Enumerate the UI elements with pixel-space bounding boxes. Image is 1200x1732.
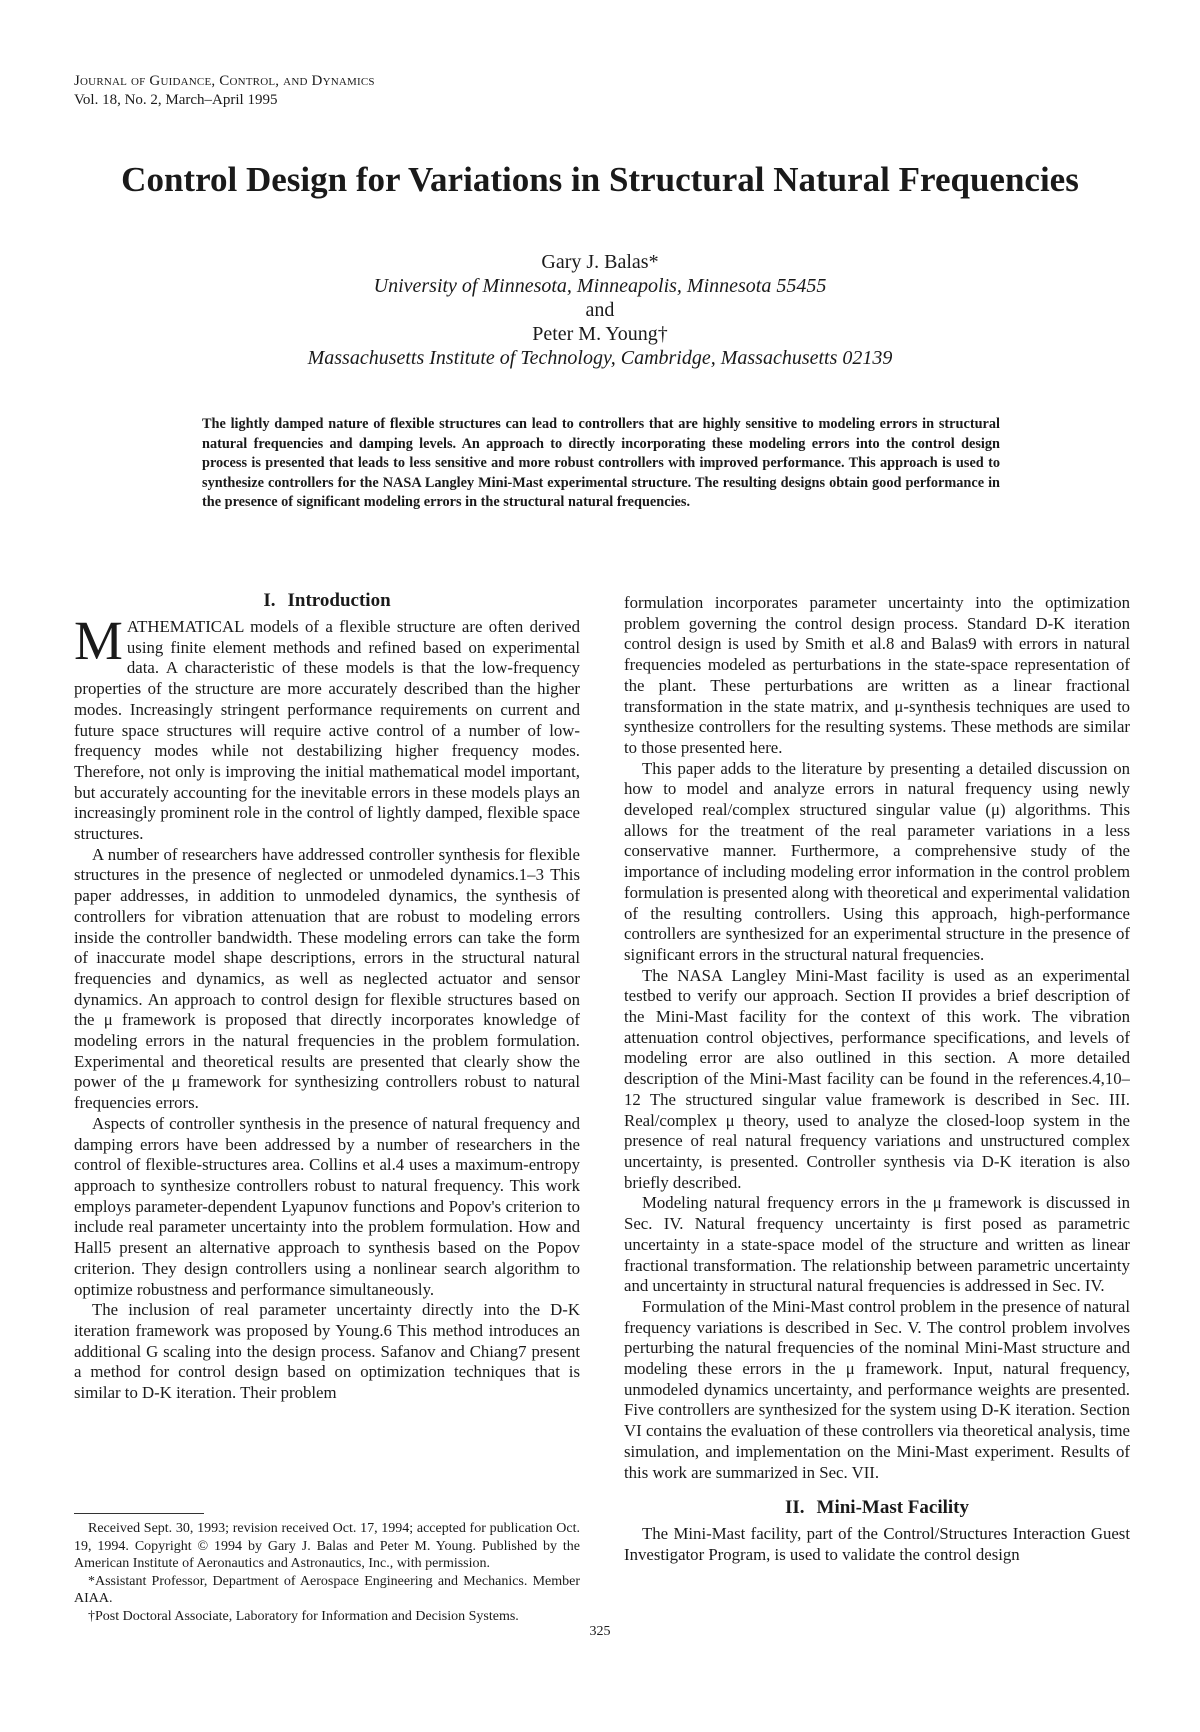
author-name-1: Gary J. Balas* — [541, 251, 659, 273]
journal-issue: Vol. 18, No. 2, March–April 1995 — [74, 92, 278, 108]
left-column-body — [74, 617, 580, 1452]
footnotes — [74, 1520, 580, 1625]
paragraph: Formulation of the Mini-Mast control problem in the presence of natural frequency variations is described in Sec. V. The control problem involves perturbing the natural frequencies of the nominal Mini-Mast structure and modeling these errors in the μ framework. Input, natural frequency, unmodeled dynamics uncertainty, and performance weights are presented. Five controllers are synthesized for the system using D-K iteration. Section VI contains the evaluation of these controllers via theoretical analysis, time simulation, and implementation on the Mini-Mast experiment. Results of this work are summarized in Sec. VII. — [624, 1296, 1130, 1482]
section-title: Introduction — [287, 590, 391, 611]
section-heading-introduction — [74, 590, 580, 612]
section-number: I. — [263, 590, 276, 611]
section-heading-mini-mast — [624, 1497, 1130, 1519]
paragraph: This paper adds to the literature by presenting a detailed discussion on how to model and analyze errors in natural frequency using newly developed real/complex structured singular value (μ) algorithms. This allows for the treatment of the real parameter variations in a less conservative manner. Furthermore, a comprehensive study of the importance of including modeling error information in the control problem formulation is presented along with theoretical and experimental validation of the resulting controllers. Using this approach, high-performance controllers are synthesized for an experimental structure in the presence of significant errors in the structural natural frequencies. — [624, 758, 1130, 964]
abstract: The lightly damped nature of flexible structures can lead to controllers that are highly sensitive to modeling errors in structural natural frequencies and damping levels. An approach to directly incorporating these modeling errors into the control design process is presented that leads to less sensitive and more robust controllers with improved performance. This approach is used to synthesize controllers for the NASA Langley Mini-Mast experimental structure. The resulting designs obtain good performance in the presence of significant modeling errors in the structural natural frequencies. — [202, 416, 1000, 510]
author-affiliation-2: Massachusetts Institute of Technology, Cambridge, Massachusetts 02139 — [307, 347, 893, 369]
drop-cap: M — [74, 617, 123, 671]
paragraph — [74, 617, 580, 845]
paragraph: formulation incorporates parameter uncertainty into the optimization problem governing the control design process. Standard D-K iteration control design is used by Smith et al.8 and Balas9 with errors in natural frequencies modeled as perturbations in the state-space representation of the plant. These perturbations are written as a linear fractional transformation in the state matrix, and μ-synthesis techniques are used to synthesize controllers for the resulting systems. These methods are similar to those presented here. — [624, 593, 1130, 757]
journal-header — [74, 72, 375, 110]
right-column-body — [624, 593, 1130, 1593]
footnote-author-1: *Assistant Professor, Department of Aerospace Engineering and Mechanics. Member AIAA. — [74, 1573, 580, 1606]
journal-name: Journal of Guidance, Control, and Dynamics — [74, 73, 375, 89]
paragraph: Aspects of controller synthesis in the presence of natural frequency and damping errors have been addressed by a number of researchers in the control of flexible-structures area. Collins et al.4 uses a maximum-entropy approach to synthesize controllers robust to natural frequency. This work employs parameter-dependent Lyapunov functions and Popov's criterion to include real parameter uncertainty into the problem formulation. How and Hall5 present an alternative approach to synthesis based on the Popov criterion. They design controllers using a nonlinear search algorithm to optimize robustness and performance simultaneously. — [74, 1113, 580, 1299]
paper-title: Control Design for Variations in Structural Natural Frequencies — [121, 160, 1079, 199]
paragraph: The Mini-Mast facility, part of the Control/Structures Interaction Guest Investigator Program, is used to validate the control design — [624, 1524, 1130, 1564]
paragraph: A number of researchers have addressed controller synthesis for flexible structures in the presence of neglected or unmodeled dynamics.1–3 This paper addresses, in addition to unmodeled dynamics, the synthesis of controllers for vibration attenuation that are robust to modeling errors inside the controller bandwidth. These modeling errors can take the form of inaccurate model shape descriptions, errors in the structural natural frequencies and dynamics, as well as neglected actuator and sensor dynamics. An approach to control design for flexible structures based on the μ framework is proposed that directly incorporates knowledge of modeling errors in the natural frequencies in the problem formulation. Experimental and theoretical results are presented that clearly show the power of the μ framework for synthesizing controllers robust to natural frequencies errors. — [74, 844, 580, 1113]
footnote-received: Received Sept. 30, 1993; revision received Oct. 17, 1994; accepted for publication Oct. 19, 1994. Copyright © 1994 by Gary J. Balas and Peter M. Young. Published by the American Institute of Aeronautics and Astronautics, Inc., with permission. — [74, 1521, 580, 1571]
section-number: II. — [784, 1497, 805, 1519]
author-name-2: Peter M. Young† — [532, 323, 668, 345]
footnote-author-2: †Post Doctoral Associate, Laboratory for Information and Decision Systems. — [88, 1608, 519, 1624]
author-affiliation-1: University of Minnesota, Minneapolis, Minnesota 55455 — [373, 275, 827, 297]
author-block — [0, 250, 1200, 370]
paragraph: Modeling natural frequency errors in the μ framework is discussed in Sec. IV. Natural frequency uncertainty is first posed as parametric uncertainty in a state-space model of the structure and written as linear fractional transformation. The relationship between parametric uncertainty and uncertainty in structural natural frequencies is addressed in Sec. IV. — [624, 1193, 1130, 1296]
author-conjunction: and — [585, 299, 615, 321]
footnote-rule — [74, 1513, 204, 1514]
left-column — [74, 590, 580, 1452]
page-number: 325 — [589, 1624, 611, 1639]
paragraph-text: ATHEMATICAL models of a flexible structure are often derived using finite element methods and refined based on experimental data. A characteristic of these models is that the low-frequency properties of the structure are more accurately described than the higher modes. Increasingly stringent performance requirements on current and future space structures will require active control of a number of low-frequency modes while not destabilizing higher frequency modes. Therefore, not only is improving the initial mathematical model important, but accurately accounting for the inevitable errors in these models plays an increasingly prominent role in the control of lightly damped, flexible space structures. — [74, 617, 580, 844]
paragraph: The NASA Langley Mini-Mast facility is used as an experimental testbed to verify our approach. Section II provides a brief description of the Mini-Mast facility for the context of this work. The vibration attenuation control objectives, performance specifications, and levels of modeling error are also outlined in this section. A more detailed description of the Mini-Mast facility can be found in the references.4,10–12 The structured singular value framework is described in Sec. III. Real/complex μ theory, used to analyze the closed-loop system in the presence of real natural frequency variations and unstructured complex uncertainty, is presented. Controller synthesis via D-K iteration is also briefly described. — [624, 965, 1130, 1192]
right-column — [624, 593, 1130, 1593]
section-title: Mini-Mast Facility — [816, 1497, 970, 1519]
paragraph: The inclusion of real parameter uncertainty directly into the D-K iteration framework was proposed by Young.6 This method introduces an additional G scaling into the design process. Safanov and Chiang7 present a method for control design based on optimization techniques that is similar to D-K iteration. Their problem — [74, 1300, 580, 1403]
